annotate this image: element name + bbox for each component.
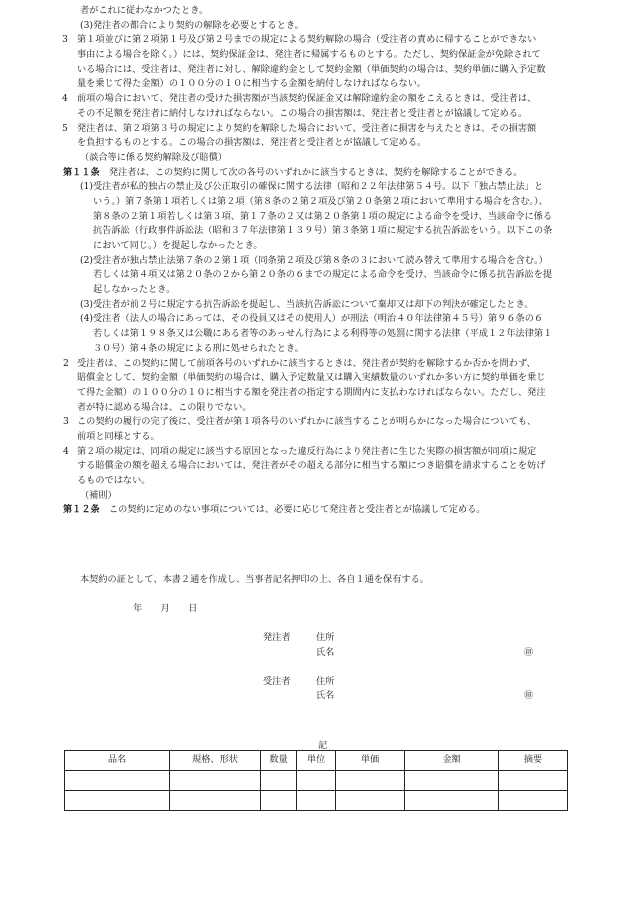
line-text: 発注者の都合により契約の解除を必要とするとき。 [93, 19, 304, 31]
table-cell[interactable] [405, 771, 499, 791]
column-header: 金額 [405, 751, 499, 771]
line-text: 若しくは第４項又は第２０条の２から第２０条の６までの規定による命令を受け、当該命令に係る抗告訴訟を提 [93, 269, 553, 281]
body-text-line [0, 19, 630, 34]
article-text: この契約に定めのない事項については、必要に応じて発注者と受注者とが協議して定める。 [99, 504, 486, 516]
line-text: （補則） [80, 489, 117, 501]
body-text-line [0, 357, 630, 372]
items-table-header-row [65, 751, 568, 771]
line-text: において同じ。）を提起しなかったとき。 [93, 240, 263, 251]
line-text: 若しくは第１９８条又は公職にある者等のあっせん行為による利得等の処罰に関する法律（平成１２年法律第１ [93, 328, 553, 340]
clause-number: (3) [80, 19, 94, 31]
orderer-name-label: 氏名 [316, 647, 335, 658]
table-cell[interactable] [261, 791, 297, 811]
line-text: ３０号）第４条の規定による刑に処せられたとき。 [93, 342, 304, 354]
body-text-line [0, 4, 630, 19]
body-text-line [0, 401, 630, 416]
clause-number: 2 [63, 357, 69, 369]
table-cell[interactable] [261, 771, 297, 791]
body-text-line [0, 48, 630, 63]
body-text-line [0, 430, 630, 445]
body-text-line [0, 283, 630, 298]
line-text: 受注者（法人の場合にあっては、その役員又はその使用人）が刑法（明治４０年法律第４５号）第９６条の６ [93, 313, 544, 325]
body-text-line [0, 474, 630, 489]
line-text: るものではない。 [77, 475, 151, 486]
article-number: 第１１条 [63, 166, 100, 178]
body-text-line [0, 224, 630, 239]
table-cell[interactable] [405, 791, 499, 811]
body-text-line [0, 371, 630, 386]
table-cell[interactable] [336, 791, 405, 811]
body-text-line [0, 63, 630, 78]
body-text-line [0, 239, 630, 254]
contract-date: 年 月 日 [133, 603, 198, 614]
line-text: 前項の場合において、発注者の受けた損害額が当該契約保証金又は解除違約金の額をこえるときは、受注者は、 [77, 93, 537, 105]
column-header: 単価 [336, 751, 405, 771]
body-text-line [0, 459, 630, 474]
table-cell[interactable] [297, 771, 336, 791]
contractor-seal-mark: ㊞ [524, 690, 534, 701]
body-text-line [0, 92, 630, 107]
line-text: 第８条の２第１項若しくは第３項、第１７条の２又は第２０条第１項の規定による命令を受け、当該命令に係る [93, 210, 553, 222]
line-text: 受注者は、この契約に関して前項各号のいずれかに該当するときは、発注者が契約を解除するか否かを問わず、 [77, 357, 536, 369]
body-text-line [0, 195, 630, 210]
column-header: 規格、形状 [170, 751, 261, 771]
body-text-line [0, 122, 630, 137]
clause-number: (2) [80, 254, 94, 266]
items-table [64, 750, 568, 811]
body-text-line [0, 77, 630, 92]
body-text-line [0, 386, 630, 401]
line-text: 前項と同様とする。 [77, 430, 160, 442]
orderer-seal-mark: ㊞ [524, 647, 534, 658]
body-text-line [0, 180, 630, 195]
article-heading-line [0, 166, 630, 181]
clause-number: 3 [63, 416, 69, 428]
line-text: 賠償金として、契約金額（単価契約の場合は、購入予定数量又は購入実績数量のいずれか多い方に契約単価を乗じ [77, 372, 546, 384]
table-cell[interactable] [65, 791, 170, 811]
article-heading-line [0, 503, 630, 518]
line-text: この契約の履行の完了後に、受注者が第１項各号のいずれかに該当することが明らかになった場合についても、 [77, 416, 537, 428]
column-header: 摘要 [499, 751, 568, 771]
table-cell[interactable] [170, 791, 261, 811]
body-text-line [0, 33, 630, 48]
line-text: 者がこれに従わなかつたとき。 [80, 5, 209, 16]
line-text: 抗告訴訟（行政事件訴訟法（昭和３７年法律第１３９号）第３条第１項に規定する抗告訴訟をいう。以下この条 [93, 225, 553, 237]
orderer-role: 発注者 [263, 632, 291, 643]
line-text: する賠償金の額を超える場合においては、発注者がその超える部分に相当する額につき賠償を請求することを妨げ [77, 460, 546, 472]
article-text: 発注者は、この契約に関して次の各号のいずれかに該当するときは、契約を解除することができる。 [99, 166, 523, 178]
contractor-role: 受注者 [263, 676, 291, 687]
line-text: 者が特に認める場合は、この限りでない。 [77, 401, 252, 413]
line-text: 発注者は、第２項第３号の規定により契約を解除した場合において、受注者に損害を与えたときは、その損害額 [77, 122, 537, 134]
clause-number: (3) [80, 298, 94, 310]
table-cell[interactable] [170, 771, 261, 791]
clause-number: 4 [62, 93, 68, 105]
line-text: 受注者が私的独占の禁止及び公正取引の確保に関する法律（昭和２２年法律第５４号。以下「独占禁止法」と [93, 181, 544, 193]
body-text-line [0, 298, 630, 313]
table-cell[interactable] [499, 791, 568, 811]
body-text-line [0, 445, 630, 460]
body-text-line [0, 342, 630, 357]
line-text: 受注者が前２号に規定する抗告訴訟を提起し、当該抗告訴訟について棄却又は却下の判決が確定したとき。 [93, 298, 534, 310]
line-text: いう。）第７条第１項若しくは第２項（第８条の２第２項及び第２０条第２項において準用する場合を含む。）、 [93, 195, 548, 207]
body-text-line [0, 107, 630, 122]
line-text: 第１項並びに第２項第１号及び第２号までの規定による契約解除の場合（受注者の責めに帰することができない [77, 34, 537, 46]
clause-number: 3 [62, 34, 68, 46]
clause-number: (4) [80, 313, 94, 325]
table-cell[interactable] [65, 771, 170, 791]
body-text-line [0, 268, 630, 283]
line-text: その不足額を発注者に納付しなければならない。この場合の損害額は、発注者と受注者とが協議して定める。 [77, 107, 528, 119]
table-cell[interactable] [499, 771, 568, 791]
contract-body [0, 4, 630, 518]
line-text: て得た金額）の１００分の１０に相当する額を発注者の指定する期間内に支払わなければならない。ただし、発注 [77, 386, 546, 398]
table-row [65, 771, 568, 791]
clause-number: 4 [63, 445, 69, 457]
contractor-name-label: 氏名 [316, 690, 335, 701]
body-text-line [0, 327, 630, 342]
body-text-line [0, 151, 630, 166]
article-number: 第１２条 [63, 504, 100, 516]
line-text: 起しなかったとき。 [93, 284, 176, 296]
body-text-line [0, 254, 630, 269]
appendix-title: 記 [318, 740, 328, 751]
table-cell[interactable] [336, 771, 405, 791]
body-text-line [0, 312, 630, 327]
line-text: いる場合には、受注者は、発注者に対し、解除違約金として契約金額（単価契約の場合は、契約単価に購入予定数 [77, 63, 546, 75]
body-text-line [0, 415, 630, 430]
contractor-address-label: 住所 [316, 676, 335, 687]
line-text: 量を乗じて得た金額）の１００分の１０に相当する金額を納付しなければならない。 [77, 78, 427, 90]
clause-number: 5 [62, 122, 68, 134]
body-text-line [0, 136, 630, 151]
orderer-address-label: 住所 [316, 632, 335, 643]
line-text: を負担するものとする。この場合の損害額は、発注者と受注者とが協議して定める。 [77, 137, 427, 149]
column-header: 数量 [261, 751, 297, 771]
line-text: 受注者が独占禁止法第７条の２第１項（同条第２項及び第８条の３において読み替えて準用する場合を含む。） [93, 254, 548, 266]
closing-statement: 本契約の証として、本書２通を作成し、当事者記名押印の上、各自１通を保有する。 [80, 574, 429, 585]
table-cell[interactable] [297, 791, 336, 811]
column-header: 単位 [297, 751, 336, 771]
body-text-line [0, 210, 630, 225]
table-row [65, 791, 568, 811]
body-text-line [0, 489, 630, 504]
column-header: 品名 [65, 751, 170, 771]
line-text: （談合等に係る契約解除及び賠償） [80, 151, 227, 163]
clause-number: (1) [80, 181, 94, 193]
line-text: 第２項の規定は、同項の規定に該当する原因となった違反行為により発注者に生じた実際の損害額が同項に規定 [77, 445, 537, 457]
line-text: 事由による場合を除く。）には、契約保証金は、発注者に帰属するものとする。ただし、契約保証金が免除されて [77, 49, 541, 61]
